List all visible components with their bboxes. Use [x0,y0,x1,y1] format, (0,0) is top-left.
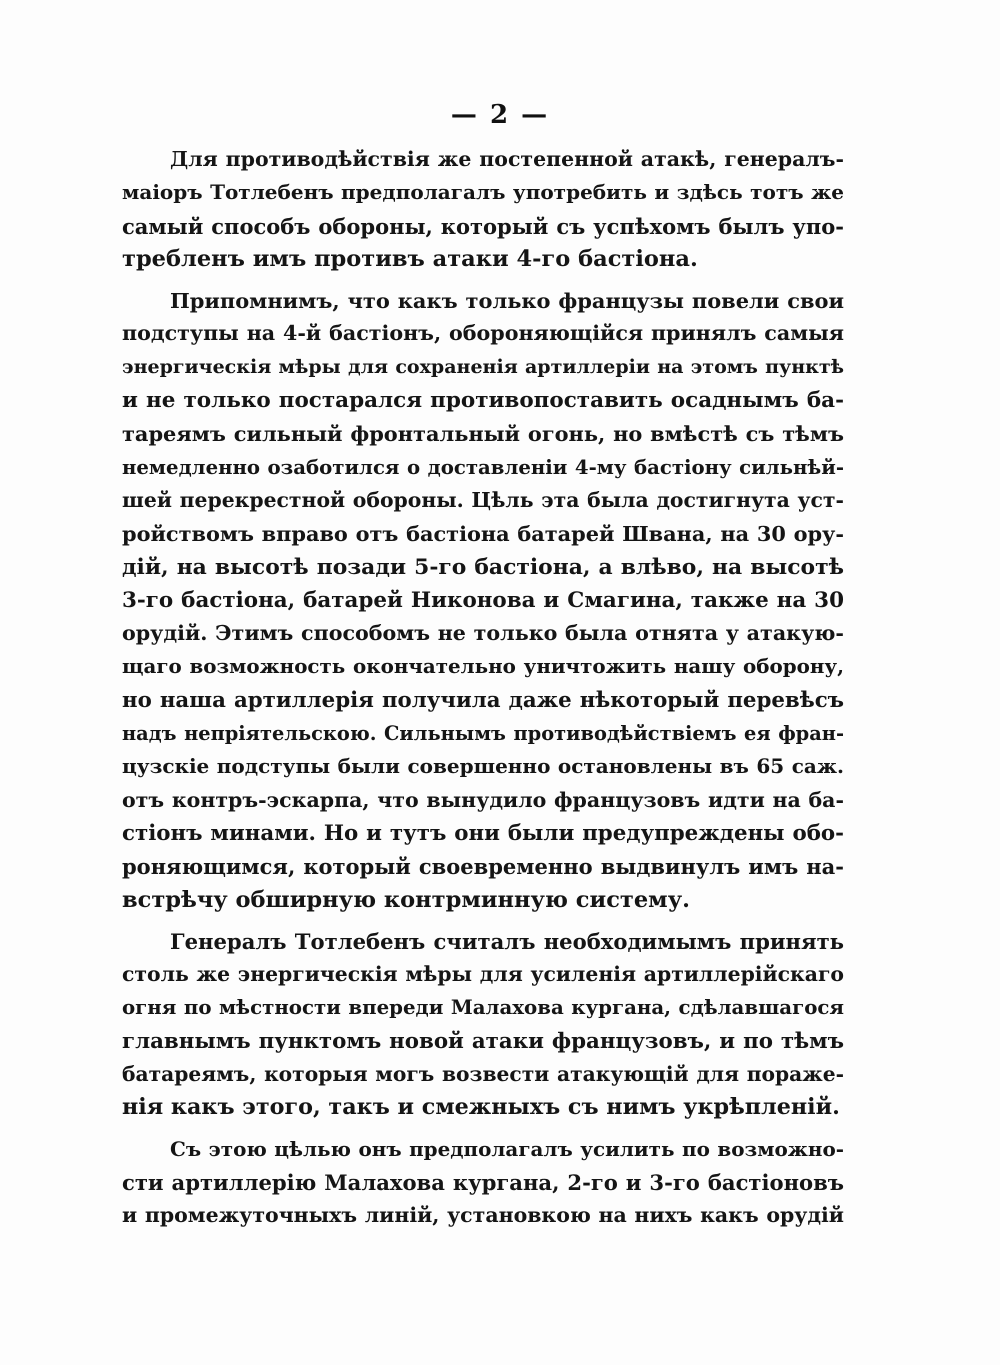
paragraph-3 [122,925,844,1125]
paragraph-2 [122,284,844,917]
text-line: роняющимся, который своевременно выдвинулъ имъ на- [122,854,844,880]
text-line: батареямъ, которыя могъ возвести атакующій для пораже- [122,1062,844,1087]
text-line: сти артиллерію Малахова кургана, 2-го и 3-го бастіоновъ [122,1169,844,1195]
text-line: 3-го бастіона, батарей Никонова и Смагина, также на 30 [122,587,844,613]
text-line: щаго возможность окончательно уничтожить нашу оборону, [122,654,844,679]
text-line: стіонъ минами. Но и тутъ они были предупреждены обо- [122,820,844,846]
text-line: Генералъ Тотлебенъ считалъ необходимымъ принять [170,928,844,954]
text-line: и не только постарался противопоставить осаднымъ ба- [122,388,844,414]
text-body [122,143,844,1241]
text-line: и промежуточныхъ линій, установкою на нихъ какъ орудій [122,1203,844,1228]
text-line: но наша артиллерія получила даже нѣкоторый перевѣсъ [122,687,844,713]
text-line: тареямъ сильный фронтальный огонь, но вмѣстѣ съ тѣмъ [122,421,844,447]
text-line: Для противодѣйствія же постепенной атакѣ, генералъ- [170,147,844,171]
text-line: шей перекрестной обороны. Цѣль эта была достигнута уст- [122,487,844,512]
text-line: требленъ имъ противъ атаки 4-го бастіона. [122,245,698,272]
text-line: встрѣчу обширную контрминную систему. [122,886,690,913]
text-line: Съ этою цѣлью онъ предполагалъ усилить по возможно- [170,1136,844,1161]
text-line: подступы на 4-й бастіонъ, обороняющійся принялъ самыя [122,321,844,346]
page-number: — 2 — [450,100,550,130]
text-line: главнымъ пунктомъ новой атаки французовъ, и по тѣмъ [122,1028,844,1054]
text-line: отъ контръ-эскарпа, что вынудило французовъ идти на ба- [122,787,844,812]
text-line: маіоръ Тотлебенъ предполагалъ употребить и здѣсь тотъ же [122,180,844,205]
text-line: ройствомъ вправо отъ бастіона батарей Швана, на 30 ору- [122,521,844,547]
paragraph-4 [122,1133,844,1233]
text-line: орудій. Этимъ способомъ не только была отнята у атакую- [122,621,844,646]
text-line: энергическія мѣры для сохраненія артиллеріи на этомъ пунктѣ [122,355,844,378]
text-line: немедленно озаботился о доставленіи 4-му бастіону сильнѣй- [122,455,844,479]
text-line: цузскіе подступы были совершенно остановлены въ 65 саж. [122,754,844,779]
text-line: самый способъ обороны, который съ успѣхомъ былъ упо- [122,213,844,239]
paragraph-1 [122,143,844,276]
text-line: столь же энергическія мѣры для усиленія артиллерійскаго [122,962,844,987]
text-line: дій, на высотѣ позади 5-го бастіона, а влѣво, на высотѣ [122,553,844,580]
text-line: надъ непріятельскою. Сильнымъ противодѣйствіемъ ея фран- [122,722,844,746]
text-line: Припомнимъ, что какъ только французы повели свои [170,288,844,314]
text-line: нія какъ этого, такъ и смежныхъ съ нимъ укрѣпленій. [122,1094,840,1121]
text-line: огня по мѣстности впереди Малахова кургана, сдѣлавшагося [122,995,844,1020]
